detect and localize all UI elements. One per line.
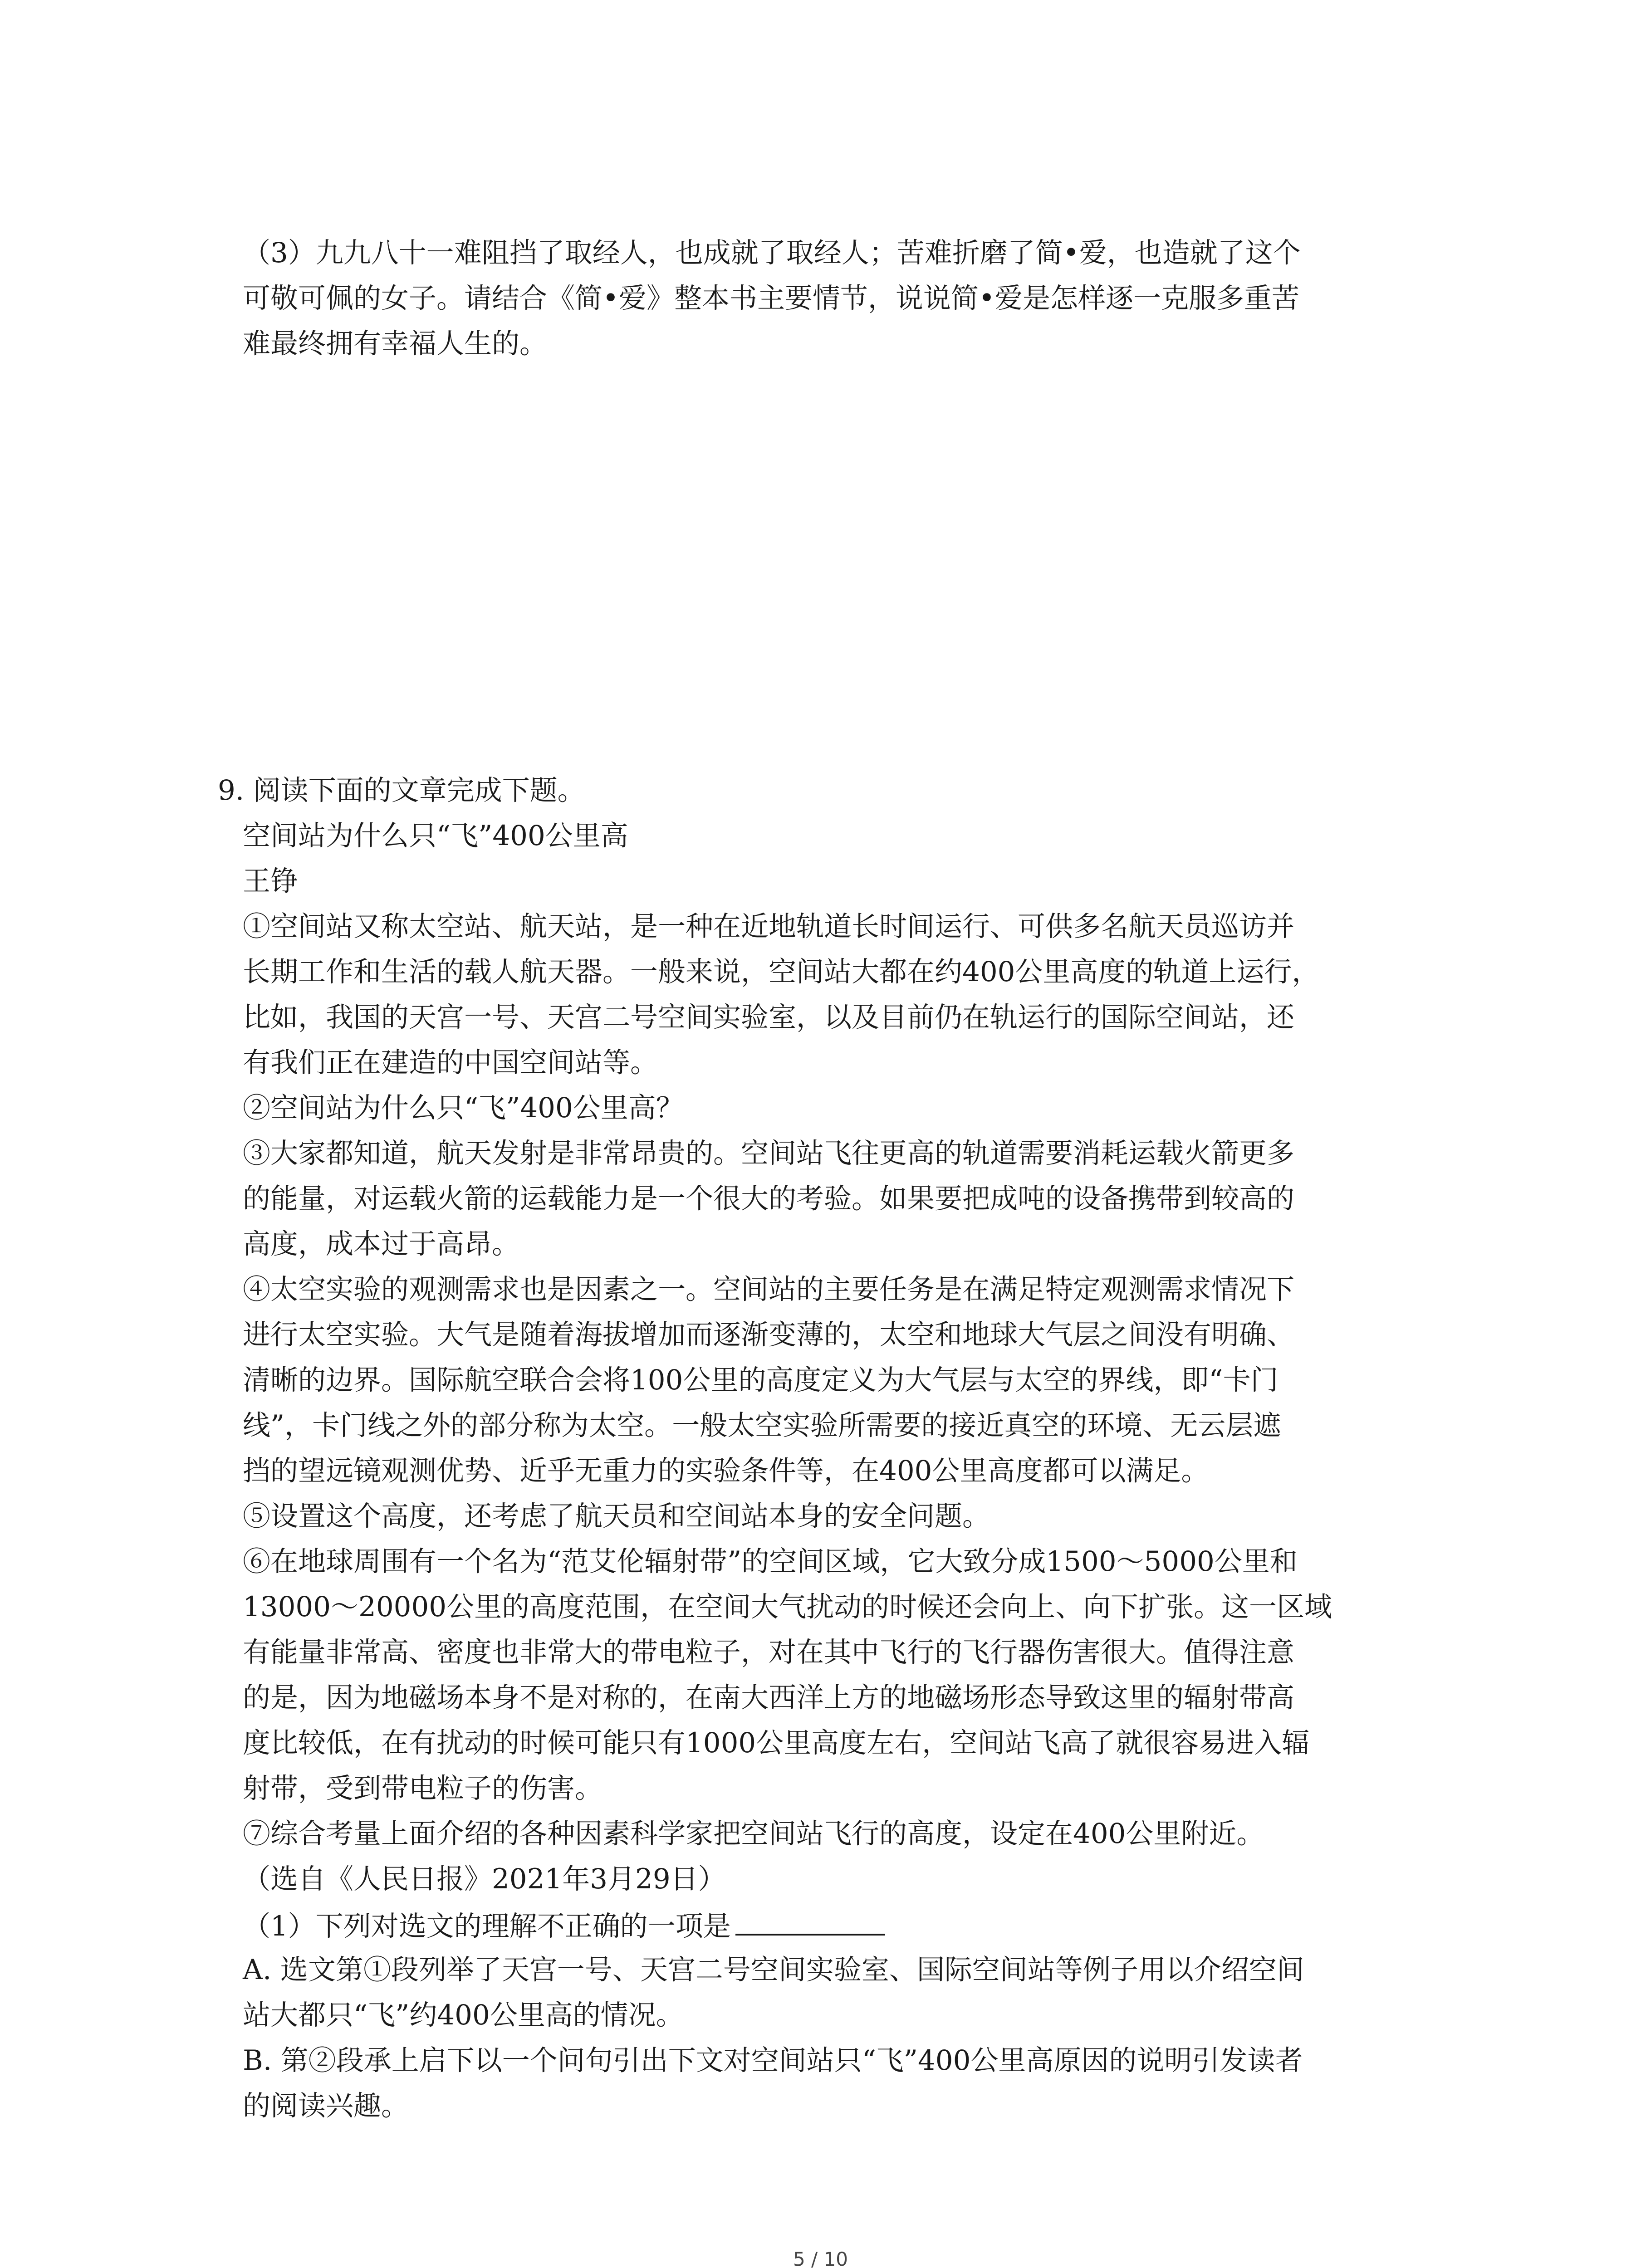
q8-part3-line: （3）九九八十一难阻挡了取经人，也成就了取经人；苦难折磨了简•爱，也造就了这个: [243, 237, 1301, 269]
page-number: 5 / 10: [793, 2248, 848, 2268]
article-line: 高度，成本过于高昂。: [243, 1228, 520, 1260]
article-author: 王铮: [243, 865, 299, 897]
option-a-line: 站大都只“飞”约400公里高的情况。: [243, 1999, 684, 2031]
option-a-line: A. 选文第①段列举了天宫一号、天宫二号空间实验室、国际空间站等例子用以介绍空间: [243, 1954, 1304, 1986]
option-b-line: B. 第②段承上启下以一个问句引出下文对空间站只“飞”400公里高原因的说明引发读者: [243, 2044, 1303, 2077]
article-line: 长期工作和生活的载人航天器。一般来说，空间站大都在约400公里高度的轨道上运行，: [243, 956, 1320, 988]
article-line: 比如，我国的天宫一号、天宫二号空间实验室，以及目前仍在轨运行的国际空间站，还: [243, 1001, 1295, 1033]
q8-part3-line: 可敬可佩的女子。请结合《简•爱》整本书主要情节，说说简•爱是怎样逐一克服多重苦: [243, 282, 1299, 314]
article-title: 空间站为什么只“飞”400公里高: [243, 820, 628, 852]
option-b-line: 的阅读兴趣。: [243, 2090, 409, 2122]
article-line: 挡的望远镜观测优势、近乎无重力的实验条件等，在400公里高度都可以满足。: [243, 1455, 1209, 1487]
article-line: ①空间站又称太空站、航天站，是一种在近地轨道长时间运行、可供多名航天员巡访并: [243, 910, 1295, 943]
question-9-intro: 9. 阅读下面的文章完成下题。: [218, 774, 585, 807]
sub-question-1: [243, 1906, 885, 1945]
article-line: 度比较低，在有扰动的时候可能只有1000公里高度左右，空间站飞高了就很容易进入辐: [243, 1727, 1310, 1759]
q8-part3-line: 难最终拥有幸福人生的。: [243, 327, 548, 360]
article-line: 射带，受到带电粒子的伤害。: [243, 1772, 603, 1804]
article-line: ⑤设置这个高度，还考虑了航天员和空间站本身的安全问题。: [243, 1500, 990, 1532]
article-line: ④太空实验的观测需求也是因素之一。空间站的主要任务是在满足特定观测需求情况下: [243, 1273, 1295, 1305]
article-line: 的能量，对运载火箭的运载能力是一个很大的考验。如果要把成吨的设备携带到较高的: [243, 1183, 1295, 1215]
article-line: ⑥在地球周围有一个名为“范艾伦辐射带”的空间区域，它大致分成1500～5000公里和: [243, 1545, 1298, 1578]
article-line: 的是，因为地磁场本身不是对称的，在南大西洋上方的地磁场形态导致这里的辐射带高: [243, 1681, 1295, 1714]
article-line: 线”，卡门线之外的部分称为太空。一般太空实验所需要的接近真空的环境、无云层遮: [243, 1409, 1281, 1442]
article-source: （选自《人民日报》2021年3月29日）: [243, 1863, 726, 1895]
answer-blank[interactable]: [735, 1906, 885, 1936]
article-line: 有能量非常高、密度也非常大的带电粒子，对在其中飞行的飞行器伤害很大。值得注意: [243, 1636, 1295, 1668]
article-line: 13000～20000公里的高度范围，在空间大气扰动的时候还会向上、向下扩张。这一区域: [243, 1591, 1332, 1623]
article-line: 有我们正在建造的中国空间站等。: [243, 1046, 658, 1079]
article-line: 清晰的边界。国际航空联合会将100公里的高度定义为大气层与太空的界线，即“卡门: [243, 1364, 1279, 1396]
article-line: ⑦综合考量上面介绍的各种因素科学家把空间站飞行的高度，设定在400公里附近。: [243, 1818, 1264, 1850]
sub-question-1-prompt: （1）下列对选文的理解不正确的一项是: [243, 1910, 731, 1942]
article-line: ③大家都知道，航天发射是非常昂贵的。空间站飞往更高的轨道需要消耗运载火箭更多: [243, 1137, 1295, 1169]
article-line: 进行太空实验。大气是随着海拔增加而逐渐变薄的，太空和地球大气层之间没有明确、: [243, 1319, 1295, 1351]
article-line: ②空间站为什么只“飞”400公里高？: [243, 1092, 684, 1124]
